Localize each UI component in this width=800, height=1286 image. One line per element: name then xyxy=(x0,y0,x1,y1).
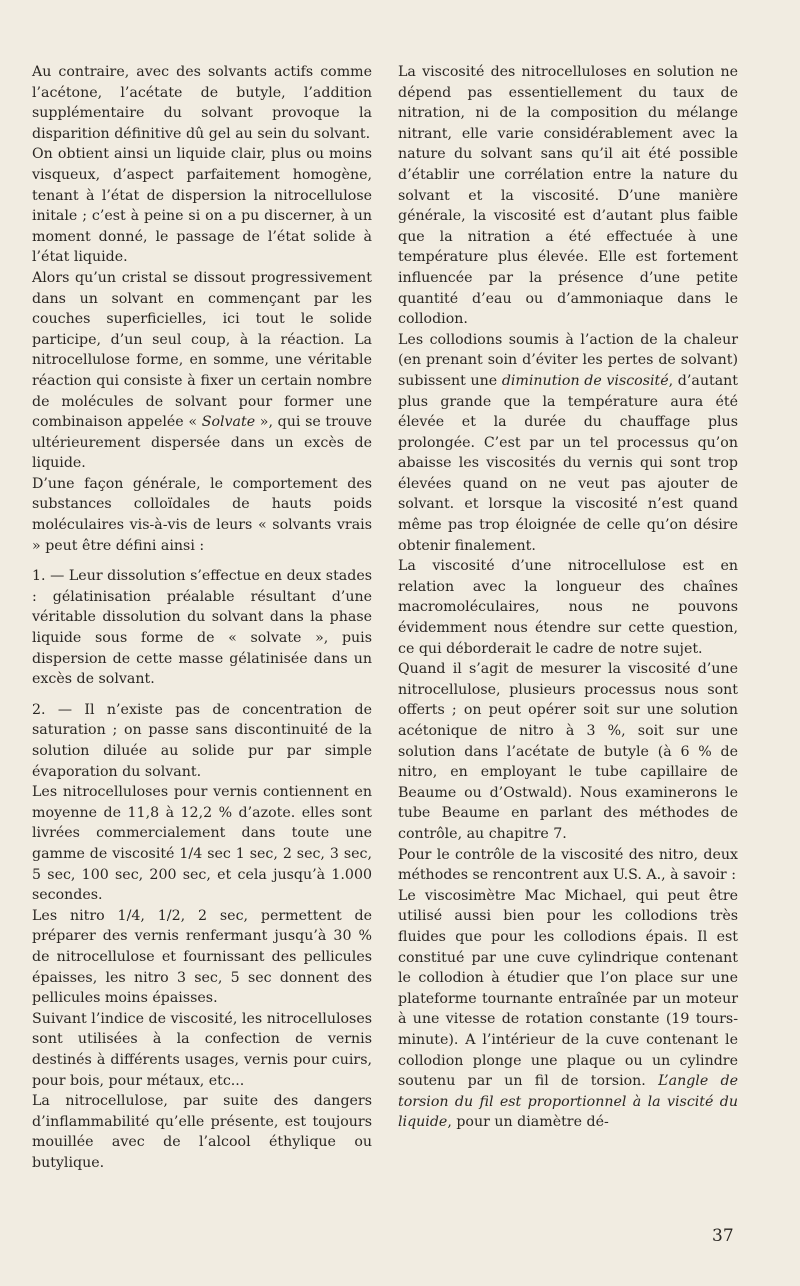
paragraph: Au contraire, avec des solvants actifs comme l’acétone, l’acétate de butyle, l’addition supplémentaire du solvant provoque la disparition définitive dû gel au sein du solvant. xyxy=(32,64,372,142)
paragraph: D’une façon générale, le comportement des substances colloïdales de hauts poids moléculaires vis-à-vis de leurs « solvants vrais » peut être défini ainsi : xyxy=(32,475,372,554)
paragraph: On obtient ainsi un liquide clair, plus ou moins visqueux, d’aspect parfaitement homogène, tenant à l’état de dispersion la nitrocellulose initale ; c’est à peine si on a pu discerner, à un moment donné, le passage de l’état solide à l’état liquide. xyxy=(32,146,372,266)
paragraph: La nitrocellulose, par suite des dangers d’inflammabilité qu’elle présente, est toujours mouillée avec de l’alcool éthylique ou butylique. xyxy=(32,1093,372,1171)
paragraph: Alors qu’un cristal se dissout progressivement dans un solvant en commençant par les couches superficielles, ici tout le solide participe, d’un seul coup, à la réaction. La nitrocellulose forme, en somme, une véritable réaction qui consiste à fixer un certain nombre de molécules de solvant pour former une combinaison appelée « Solvate », qui se trouve ultérieurement dispersée dans un excès de liquide. xyxy=(32,269,372,472)
right-text-column xyxy=(398,62,738,1133)
paragraph: Suivant l’indice de viscosité, les nitrocelluloses sont utilisées à la confection de vernis destinés à différents usages, vernis pour cuirs, pour bois, pour métaux, etc... xyxy=(32,1010,372,1089)
paragraph: Les nitro 1/4, 1/2, 2 sec, permettent de préparer des vernis renfermant jusqu’à 30 % de nitrocellulose et fournissant des pellicules épaisses, les nitro 3 sec, 5 sec donnent des pellicules moins épaisses. xyxy=(32,907,372,1007)
paragraph: La viscosité des nitrocelluloses en solution ne dépend pas essentiellement du taux de nitration, ni de la composition du mélange nitrant, elle varie considérablement avec la nature du solvant sans qu’il ait été possible d’établir une corrélation entre la nature du solvant et la viscosité. D’une manière générale, la viscosité est d’autant plus faible que la nitration a été effectuée à une température plus élevée. Elle est fortement influencée par la présence d’une petite quantité d’eau ou d’ammoniaque dans le collodion. xyxy=(398,64,738,328)
paragraph: La viscosité d’une nitrocellulose est en relation avec la longueur des chaînes macromoléculaires, nous ne pouvons évidemment nous étendre sur cette question, ce qui déborderait le cadre de notre sujet. xyxy=(398,558,738,657)
left-text-column xyxy=(32,62,372,1173)
paragraph: Quand il s’agit de mesurer la viscosité d’une nitrocellulose, plusieurs processus nous sont offerts ; on peut opérer soit sur une solution acétonique de nitro à 3 %, soit sur une solution dans l’acétate de butyle (à 6 % de nitro, en employant le tube capillaire de Beaume ou d’Ostwald). Nous examinerons le tube Beaume en parlant des méthodes de contrôle, au chapitre 7. xyxy=(398,661,738,842)
numbered-paragraph-1: 1. — Leur dissolution s’effectue en deux stades : gélatinisation préalable résultant d’une véritable dissolution du solvant dans la phase liquide sous forme de « solvate », puis dispersion de cette masse gélatinisée dans un excès de solvant. xyxy=(32,568,372,688)
paragraph: Pour le contrôle de la viscosité des nitro, deux méthodes se rencontrent aux U.S. A., à savoir : xyxy=(398,846,738,884)
paragraph: Le viscosimètre Mac Michael, qui peut être utilisé aussi bien pour les collodions très fluides que pour les collodions épais. Il est constitué par une cuve cylindrique contenant le collodion à étudier que l’on place sur une plateforme tournante entraînée par un moteur à une vitesse de rotation constante (19 tours-minute). A l’intérieur de la cuve contenant le collodion plonge une plaque ou un cylindre soutenu par un fil de torsion. L’angle de torsion du fil est proportionnel à la viscité du liquide, pour un diamètre dé- xyxy=(398,887,738,1131)
paragraph: Les nitrocelluloses pour vernis contiennent en moyenne de 11,8 à 12,2 % d’azote. elles sont livrées commercialement dans toute une gamme de viscosité 1/4 sec 1 sec, 2 sec, 3 sec, 5 sec, 100 sec, 200 sec, et cela jusqu’à 1.000 secondes. xyxy=(32,784,372,904)
numbered-paragraph-2: 2. — Il n’existe pas de concentration de saturation ; on passe sans discontinuité de la solution diluée au solide pur par simple évaporation du solvant. xyxy=(32,701,372,780)
paragraph: Les collodions soumis à l’action de la chaleur (en prenant soin d’éviter les pertes de solvant) subissent une diminution de viscosité, d’autant plus grande que la température aura été élevée et la durée du chauffage plus prolongée. C’est par un tel processus qu’on abaisse les viscosités du vernis qui sont trop élevées quand on ne veut pas ajouter de solvant. et lorsque la viscosité n’est quand même pas trop éloignée de celle qu’on désire obtenir finalement. xyxy=(398,331,738,554)
page-number: 37 xyxy=(712,1226,734,1246)
